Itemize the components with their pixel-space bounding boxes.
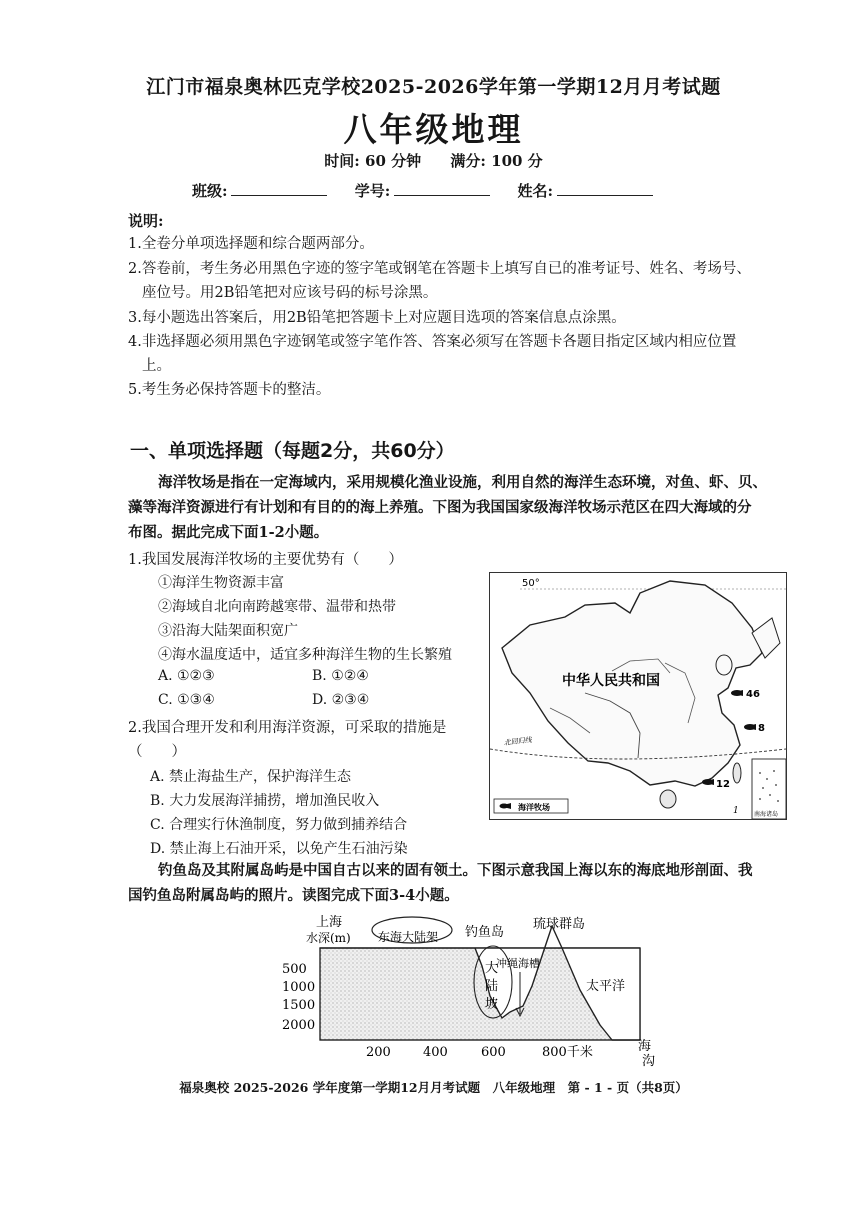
name-label: 姓名: <box>517 182 554 200</box>
slope-label-1: 大 <box>485 961 499 976</box>
inset-label: 南海诸岛 <box>754 811 779 818</box>
exam-meta <box>0 150 867 171</box>
q1-statement: ③沿海大陆架面积宽广 <box>158 623 298 639</box>
trough-label: 冲绳海槽 <box>496 957 540 970</box>
student-info-line <box>0 180 867 201</box>
depth-axis-label: 水深(m) <box>306 931 351 945</box>
intro-line: 国钓鱼岛附属岛屿的照片。读图完成下面3-4小题。 <box>128 887 459 904</box>
q1-option-a: A. ①②③ <box>158 668 215 684</box>
shelf-label: 东海大陆架 <box>378 930 439 944</box>
class-blank <box>231 181 327 196</box>
class-label: 班级: <box>191 182 228 200</box>
exam-score: 满分: 100 分 <box>450 152 543 170</box>
question-2-paren: （ ） <box>128 744 186 760</box>
note-item: 上。 <box>142 358 171 374</box>
q2-option-b: B. 大力发展海洋捕捞，增加渔民收入 <box>150 793 380 809</box>
q1-option-c: C. ①③④ <box>158 692 215 708</box>
y-tick-label: 2000 <box>282 1018 316 1033</box>
q2-option-d: D. 禁止海上石油开采，以免产生石油污染 <box>150 841 408 857</box>
note-item: 座位号。用2B铅笔把对应该号码的标号涂黑。 <box>142 285 438 301</box>
school-title: 江门市福泉奥林匹克学校2025-2026学年第一学期12月月考试题 <box>146 76 721 98</box>
note-item: 4.非选择题必须用黑色字迹钢笔或签字笔作答、答案必须写在答题卡各题目指定区域内相应位置 <box>128 334 737 350</box>
slope-label-3: 坡 <box>485 997 499 1012</box>
note-item: 1.全卷分单项选择题和综合题两部分。 <box>128 236 374 252</box>
south-sea-inset <box>752 759 786 819</box>
shanghai-label: 上海 <box>316 915 343 930</box>
intro-line: 布图。据此完成下面1-2小题。 <box>128 524 329 541</box>
exam-time: 时间: 60 分钟 <box>324 152 422 170</box>
x-tick-label: 200 <box>366 1045 391 1060</box>
marine-ranch-map <box>489 572 787 820</box>
intro-line: 钓鱼岛及其附属岛屿是中国自古以来的固有领土。下图示意我国上海以东的海底地形剖面、我 <box>158 862 753 879</box>
question-1-stem: 1.我国发展海洋牧场的主要优势有（ ） <box>128 552 403 568</box>
note-item: 3.每小题选出答案后，用2B铅笔把答题卡上对应题目选项的答案信息点涂黑。 <box>128 310 626 326</box>
id-label: 学号: <box>354 182 391 200</box>
ranch-count-north: 46 <box>746 689 760 700</box>
diaoyu-label: 钓鱼岛 <box>465 925 505 940</box>
slope-label-2: 陆 <box>485 979 499 994</box>
name-blank <box>557 181 653 196</box>
country-label: 中华人民共和国 <box>562 673 660 689</box>
intro-line: 海洋牧场是指在一定海域内，采用规模化渔业设施，利用自然的海洋生态环境，对鱼、虾、贝、 <box>158 474 767 491</box>
x-tick-label: 800千米 <box>542 1045 593 1060</box>
q2-option-a: A. 禁止海盐生产，保护海洋生态 <box>150 769 352 785</box>
note-item: 5.考生务必保持答题卡的整洁。 <box>128 382 331 398</box>
y-tick-label: 1500 <box>282 998 316 1013</box>
q1-option-d: D. ②③④ <box>312 692 370 708</box>
trench-label-2: 沟 <box>642 1054 656 1069</box>
fish-icon <box>500 804 509 809</box>
ryukyu-label: 琉球群岛 <box>533 917 586 932</box>
exam-title: 八年级地理 <box>343 110 524 149</box>
y-tick-label: 500 <box>282 962 307 977</box>
ranch-marker-east <box>744 724 756 730</box>
note-item: 2.答卷前，考生务必用黑色字迹的签字笔或钢笔在答题卡上填写自已的准考证号、姓名、考场号、 <box>128 261 751 277</box>
y-tick-label: 1000 <box>282 980 316 995</box>
latitude-label: 50° <box>522 578 540 589</box>
ranch-marker-north <box>731 690 743 696</box>
q2-option-c: C. 合理实行休渔制度，努力做到捕养结合 <box>150 817 408 833</box>
q1-option-b: B. ①②④ <box>312 668 369 684</box>
notes-heading: 说明: <box>128 212 164 230</box>
page-footer: 福泉奥校 2025-2026 学年度第一学期12月月考试题 八年级地理 第 - 1 - 页（共8页） <box>179 1080 688 1095</box>
intro-line: 藻等海洋资源进行有计划和有目的的海上养殖。下图为我国国家级海洋牧场示范区在四大海域的分 <box>128 499 752 516</box>
question-2-stem: 2.我国合理开发和利用海洋资源，可采取的措施是 <box>128 720 447 736</box>
section-title: 一、单项选择题（每题2分，共60分） <box>130 440 455 462</box>
q1-statement: ④海水温度适中，适宜多种海洋生物的生长繁殖 <box>158 647 452 663</box>
id-blank <box>394 181 490 196</box>
q1-statement: ①海洋生物资源丰富 <box>158 575 284 591</box>
trench-label-1: 海 <box>638 1039 652 1054</box>
x-tick-label: 600 <box>481 1045 506 1060</box>
pacific-label: 太平洋 <box>586 979 626 994</box>
taiwan-island <box>733 763 741 783</box>
page-marker: 1 <box>733 806 739 816</box>
ranch-count-east: 8 <box>758 723 765 734</box>
q1-statement: ②海域自北向南跨越寒带、温带和热带 <box>158 599 396 615</box>
hainan-island <box>660 790 676 808</box>
x-tick-label: 400 <box>423 1045 448 1060</box>
seafloor-profile <box>280 910 660 1070</box>
legend-label: 海洋牧场 <box>518 803 550 812</box>
tropic-label: 北回归线 <box>503 736 533 747</box>
ranch-count-south: 12 <box>716 779 730 790</box>
ranch-marker-south <box>702 779 714 785</box>
